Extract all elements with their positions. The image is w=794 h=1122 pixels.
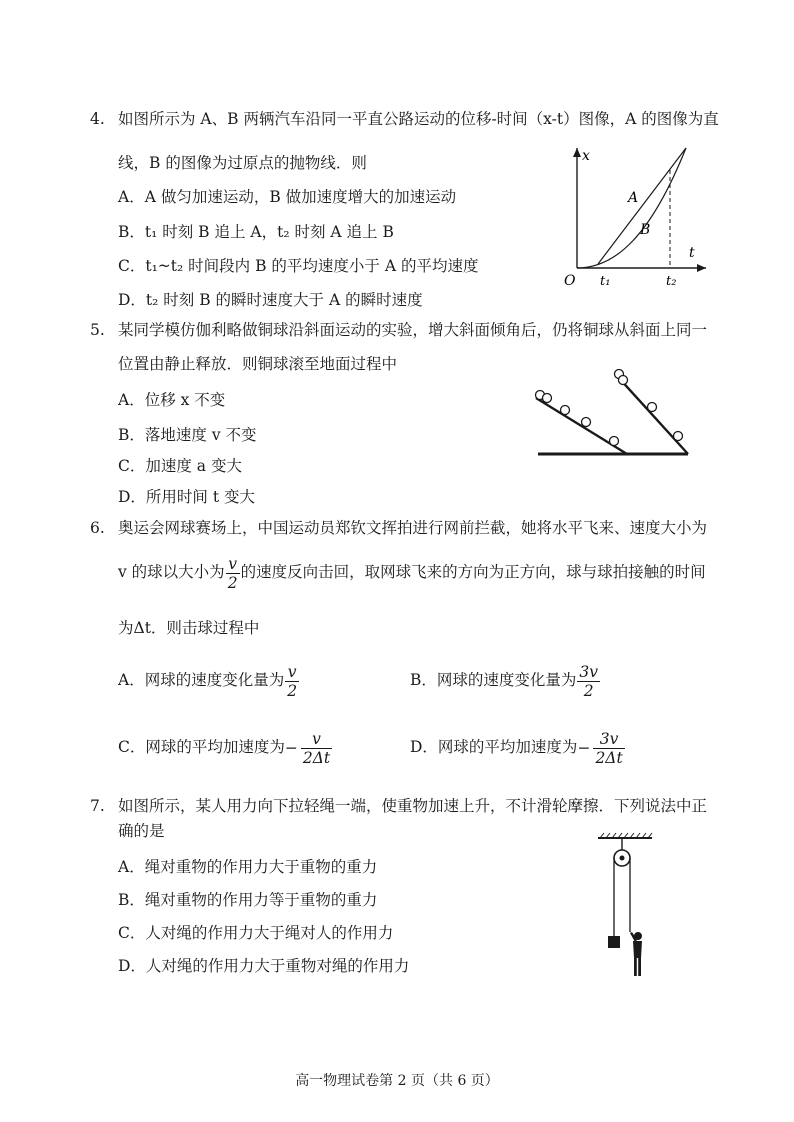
ball: [619, 376, 628, 385]
steep-incline: [618, 377, 688, 454]
q6-option-b: [410, 660, 601, 700]
q6-option-d: [410, 727, 626, 768]
ball: [610, 437, 619, 446]
q5-option-b: B．落地速度 v 不变: [118, 426, 257, 444]
fraction-numerator: 3v: [593, 730, 624, 749]
fraction-numerator: v: [226, 555, 240, 574]
q4-number: 4.: [90, 110, 105, 128]
option-text: D．网球的平均加速度为: [410, 738, 578, 756]
q7-option-c: C．人对绳的作用力大于绳对人的作用力: [118, 924, 394, 942]
origin-label: O: [564, 273, 576, 289]
option-text: A．网球的速度变化量为: [118, 671, 285, 689]
option-fraction: [285, 663, 299, 700]
q7-option-b: B．绳对重物的作用力等于重物的重力: [118, 891, 378, 909]
fraction-numerator: v: [301, 730, 332, 749]
q5-option-d: D．所用时间 t 变大: [118, 488, 256, 506]
page-footer: 高一物理试卷第 2 页（共 6 页）: [295, 1073, 499, 1089]
q4-stem-line-2: 线，B 的图像为过原点的抛物线．则: [118, 154, 367, 172]
q6-option-c: [118, 727, 333, 768]
q5-option-a: A．位移 x 不变: [118, 391, 226, 409]
q6-line2-pre: v 的球以大小为: [118, 563, 225, 581]
person-figure: [630, 932, 642, 976]
q6-stem-line-2: [118, 552, 706, 592]
fraction-numerator: 3v: [579, 662, 599, 681]
q7-option-d: D．人对绳的作用力大于重物对绳的作用力: [118, 957, 410, 975]
ball: [582, 418, 591, 427]
fraction-denominator: 2: [287, 681, 298, 700]
label-a: A: [628, 190, 639, 206]
ball: [561, 406, 570, 415]
ball: [674, 432, 683, 441]
fraction-denominator: 2: [227, 573, 238, 592]
fraction-denominator: 2Δt: [595, 748, 623, 767]
t1-label: t₁: [600, 274, 611, 289]
q4-option-c: C．t₁~t₂ 时间段内 B 的平均速度小于 A 的平均速度: [118, 257, 479, 275]
q5-option-c: C．加速度 a 变大: [118, 457, 242, 475]
q7-number: 7.: [90, 797, 105, 815]
option-fraction: [301, 730, 332, 767]
fraction-denominator: 2Δt: [302, 748, 331, 767]
q7-pulley-diagram: [594, 832, 656, 982]
negative-sign: [577, 738, 592, 756]
q4-option-d: D．t₂ 时刻 B 的瞬时速度大于 A 的瞬时速度: [118, 291, 423, 309]
x-label: x: [582, 148, 590, 164]
option-fraction: [593, 730, 624, 767]
fraction-numerator: v: [285, 663, 299, 682]
x-axis-arrow: [573, 148, 581, 157]
q6-half-speed-fraction: [226, 555, 240, 592]
q4-stem-line-1: 如图所示为 A、B 两辆汽车沿同一平直公路运动的位移-时间（x-t）图像，A 的图像为直: [118, 110, 719, 128]
q5-stem-line-2: 位置由静止释放．则铜球滚至地面过程中: [118, 355, 398, 373]
t-axis-arrow: [697, 264, 706, 272]
option-text: C．网球的平均加速度为: [118, 738, 285, 756]
q6-line2-post: 的速度反向击回，取网球飞来的方向为正方向，球与球拍接触的时间: [240, 563, 706, 581]
q6-option-a: [118, 660, 300, 700]
t-label: t: [689, 245, 695, 261]
negative-sign: [285, 738, 300, 756]
q7-option-a: A．绳对重物的作用力大于重物的重力: [118, 858, 378, 876]
q4-option-a: A．A 做匀加速运动，B 做加速度增大的加速运动: [118, 188, 457, 206]
option-text: B．网球的速度变化量为: [410, 671, 577, 689]
fraction-denominator: 2: [583, 681, 594, 700]
q6-number: 6.: [90, 519, 105, 537]
option-fraction: [577, 663, 600, 700]
label-b: B: [640, 222, 651, 238]
q5-number: 5.: [90, 321, 105, 339]
q7-stem-line-2: 确的是: [118, 822, 165, 840]
q6-stem-line-3: 为Δt．则击球过程中: [118, 619, 260, 637]
weight-block: [608, 936, 620, 948]
ball: [543, 394, 552, 403]
q4-option-b: B．t₁ 时刻 B 追上 A，t₂ 时刻 A 追上 B: [118, 223, 394, 241]
pulley-axle: [620, 856, 625, 861]
q5-incline-diagram: [530, 365, 695, 460]
q6-stem-line-1: 奥运会网球赛场上，中国运动员郑钦文挥拍进行网前拦截，她将水平飞来、速度大小为: [118, 519, 708, 537]
q7-stem-line-1: 如图所示，某人用力向下拉轻绳一端，使重物加速上升，不计滑轮摩擦．下列说法中正: [118, 797, 708, 815]
line-a: [598, 148, 686, 264]
q4-xt-graph: [556, 140, 716, 290]
t2-label: t₂: [666, 274, 677, 289]
ball: [648, 403, 657, 412]
q5-stem-line-1: 某同学模仿伽利略做铜球沿斜面运动的实验，增大斜面倾角后，仍将铜球从斜面上同一: [118, 321, 708, 339]
